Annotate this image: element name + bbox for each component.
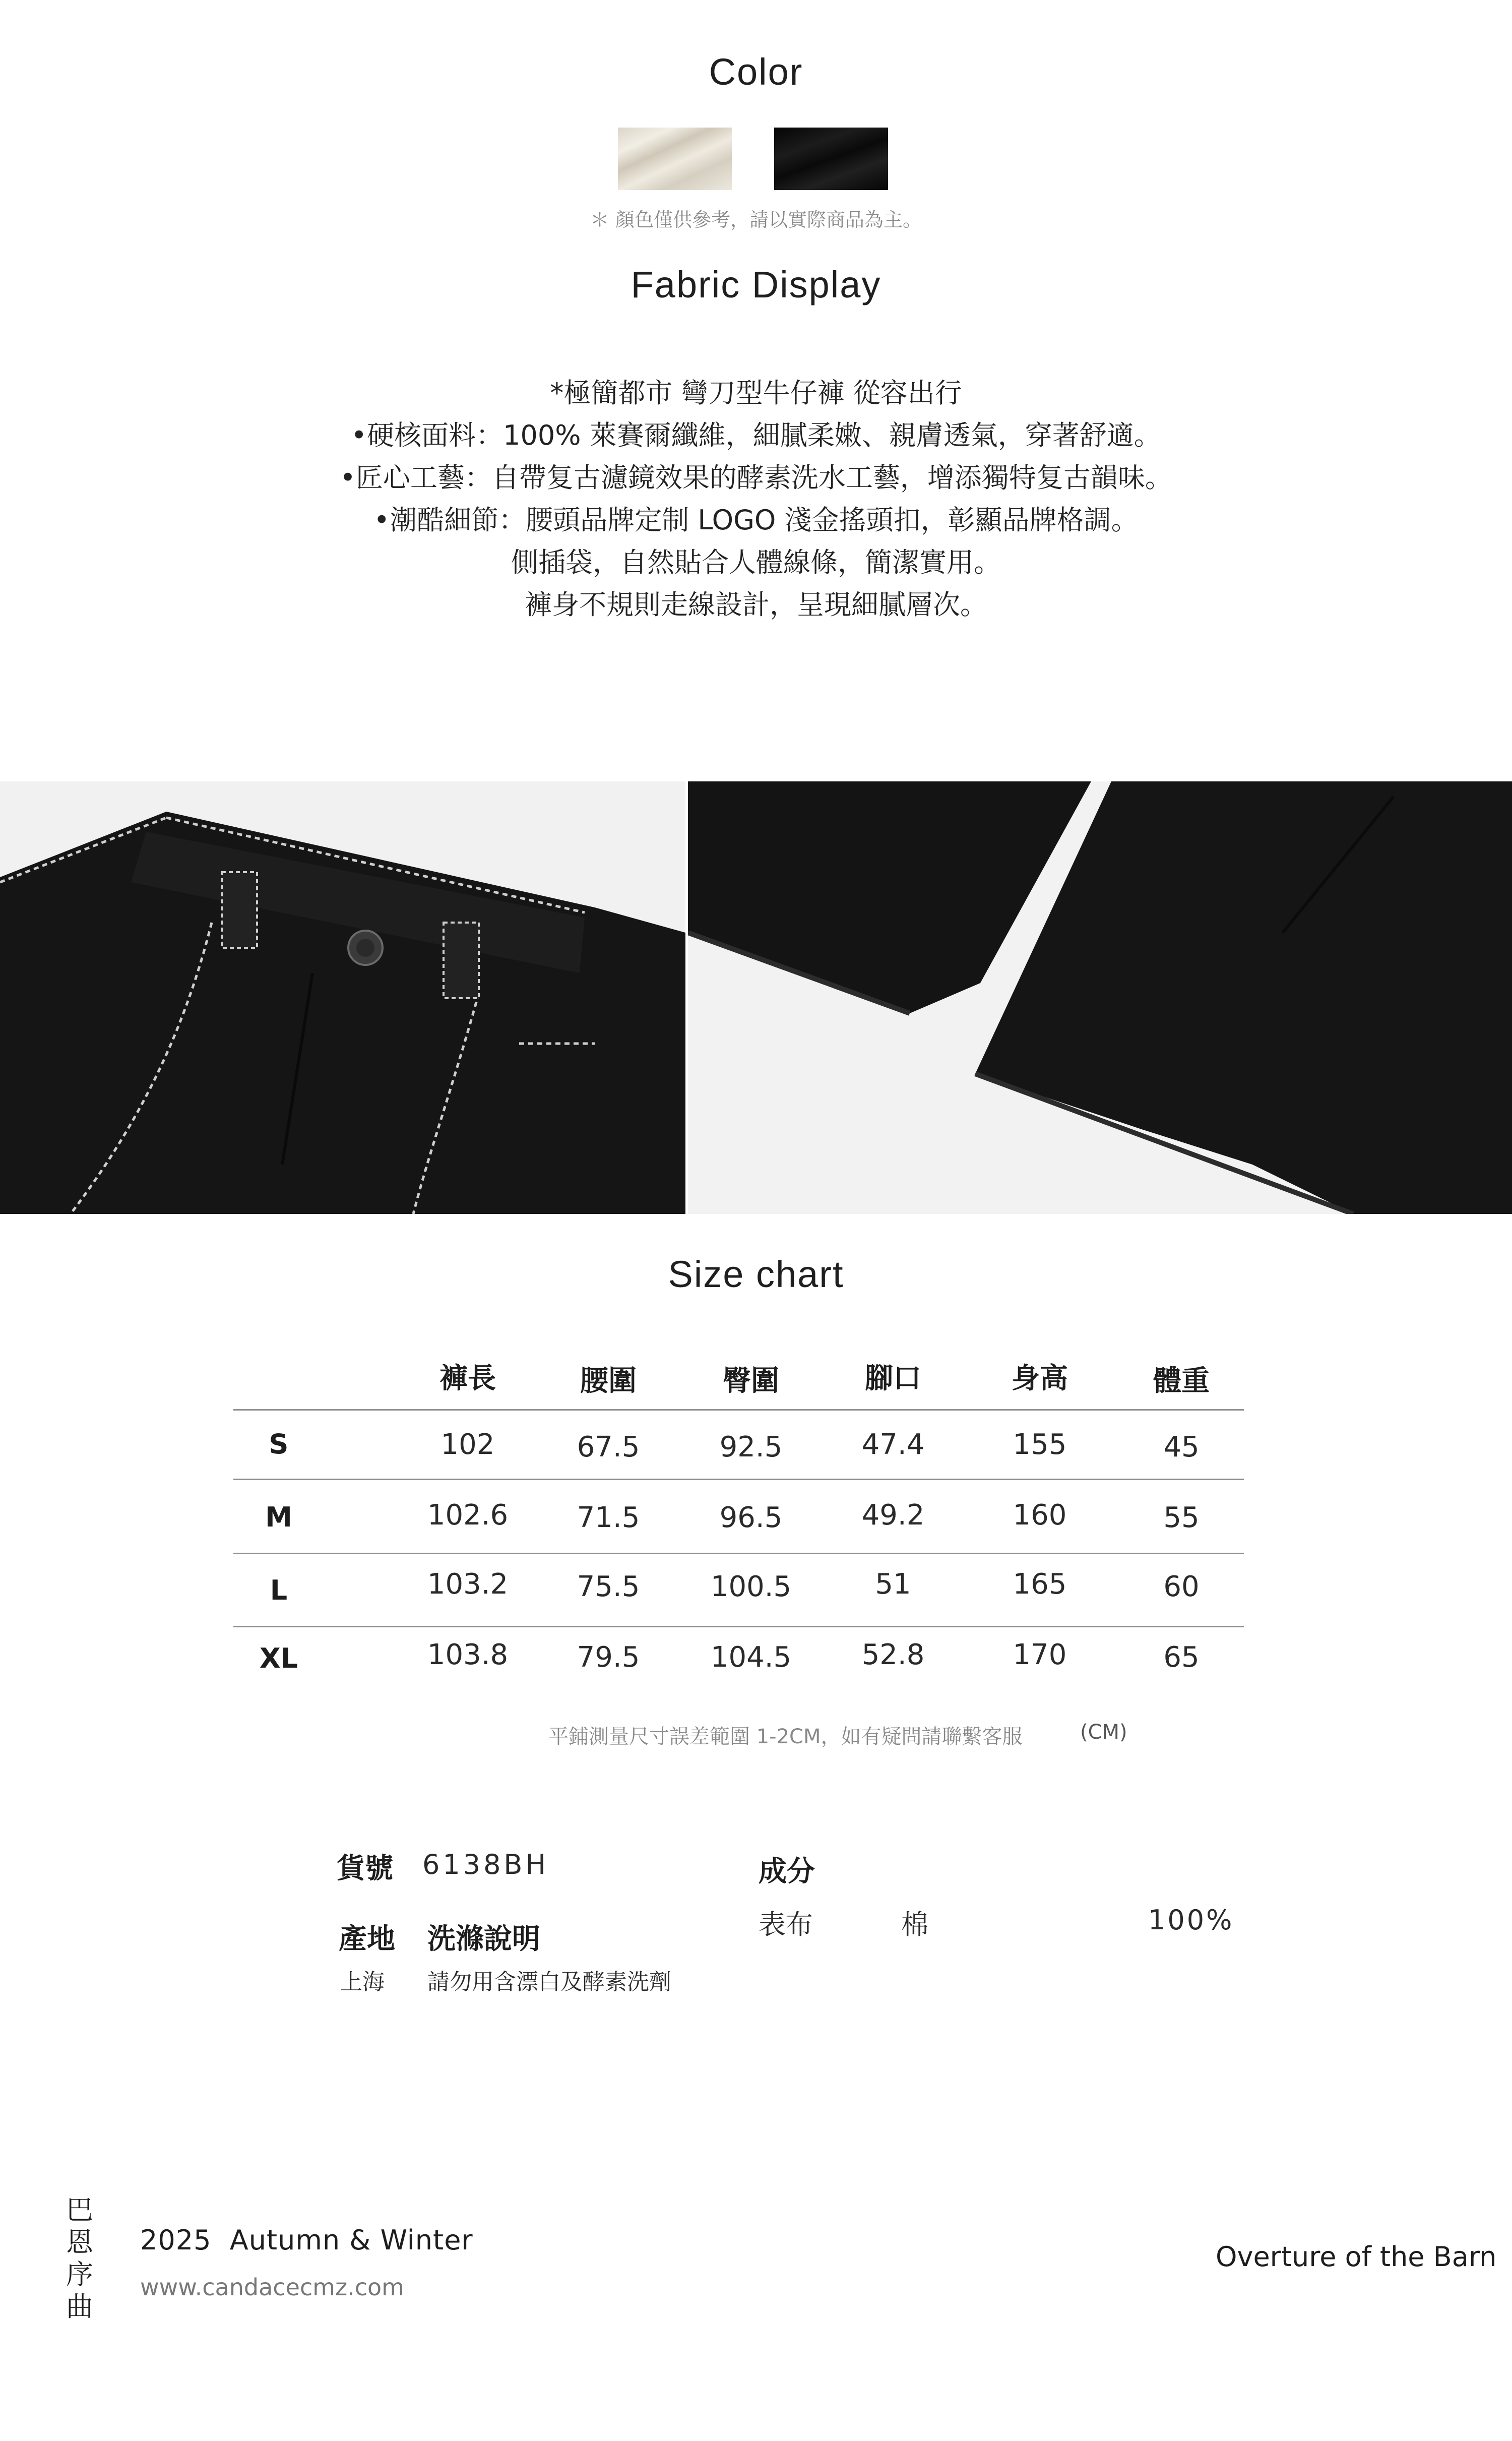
- table-divider: [233, 1479, 1244, 1480]
- brand-tagline: Overture of the Barn: [1216, 2241, 1497, 2273]
- header-hip: 臀圍: [723, 1365, 779, 1397]
- origin-label: 產地: [339, 1923, 395, 1956]
- website-link[interactable]: www.candacecmz.com: [140, 2274, 404, 2301]
- header-hem: 腳口: [865, 1362, 921, 1395]
- fabric-percent: 100%: [1148, 1904, 1234, 1936]
- size-label: M: [265, 1501, 292, 1533]
- brand-char: 巴: [66, 2194, 93, 2226]
- color-note: ＊ 顏色僅供參考，請以實際商品為主。: [590, 209, 922, 231]
- swatch-cream[interactable]: [618, 128, 732, 190]
- composition-label: 成分: [759, 1855, 815, 1888]
- table-cell: 52.8: [861, 1638, 925, 1671]
- table-cell: 103.2: [427, 1568, 509, 1601]
- measurement-note: 平鋪測量尺寸誤差範圍 1-2CM，如有疑問請聯繫客服: [548, 1725, 1023, 1748]
- table-cell: 60: [1163, 1570, 1200, 1603]
- brand-char: 恩: [66, 2226, 93, 2258]
- brand-char: 曲: [66, 2291, 93, 2323]
- table-cell: 75.5: [577, 1570, 640, 1603]
- item-no-label: 貨號: [337, 1852, 393, 1885]
- photo-waistband-detail: [0, 781, 685, 1214]
- care-value: 請勿用含漂白及酵素洗劑: [427, 1969, 671, 1995]
- photo-hem-detail: [688, 781, 1512, 1214]
- table-cell: 47.4: [861, 1428, 925, 1461]
- fabric-line: •潮酷細節：腰頭品牌定制 LOGO 淺金搖頭扣，彰顯品牌格調。: [373, 504, 1139, 536]
- fabric-label: 表布: [759, 1909, 813, 1940]
- size-chart-title: Size chart: [668, 1253, 844, 1295]
- fabric-description: [0, 372, 1512, 626]
- size-label: XL: [259, 1642, 298, 1674]
- season-label: 2025 Autumn & Winter: [140, 2224, 473, 2256]
- table-divider: [233, 1553, 1244, 1554]
- fabric-line: 褲身不規則走線設計，呈現細膩層次。: [525, 589, 987, 621]
- fabric-line: •匠心工藝：自帶复古濾鏡效果的酵素洗水工藝，增添獨特复古韻味。: [340, 462, 1172, 494]
- header-height: 身高: [1012, 1362, 1068, 1395]
- table-cell: 51: [875, 1568, 911, 1601]
- table-divider: [233, 1626, 1244, 1627]
- size-label: S: [269, 1428, 289, 1460]
- table-cell: 155: [1013, 1428, 1067, 1461]
- fabric-line: *極簡都市 彎刀型牛仔褲 從容出行: [550, 377, 962, 409]
- table-cell: 102.6: [427, 1499, 509, 1532]
- color-title: Color: [709, 51, 803, 93]
- table-cell: 160: [1013, 1499, 1067, 1532]
- table-cell: 102: [440, 1428, 495, 1461]
- swatch-black[interactable]: [774, 128, 888, 190]
- unit-label: (CM): [1080, 1721, 1127, 1744]
- care-label: 洗滌說明: [427, 1923, 540, 1956]
- table-cell: 170: [1013, 1638, 1067, 1671]
- item-no-value: 6138BH: [422, 1849, 549, 1880]
- origin-value: 上海: [340, 1969, 385, 1995]
- table-cell: 104.5: [710, 1641, 792, 1674]
- table-divider: [233, 1409, 1244, 1411]
- header-waist: 腰圍: [580, 1365, 637, 1397]
- table-cell: 96.5: [719, 1501, 783, 1534]
- table-cell: 65: [1163, 1641, 1200, 1674]
- table-cell: 103.8: [427, 1638, 509, 1671]
- table-cell: 100.5: [710, 1570, 792, 1603]
- header-weight: 體重: [1153, 1365, 1210, 1397]
- fabric-line: 側插袋，自然貼合人體線條，簡潔實用。: [511, 546, 1001, 578]
- table-cell: 55: [1163, 1501, 1200, 1534]
- table-cell: 79.5: [577, 1641, 640, 1674]
- header-pants-length: 褲長: [439, 1362, 496, 1395]
- table-cell: 71.5: [577, 1501, 640, 1534]
- size-label: L: [270, 1574, 288, 1606]
- table-cell: 49.2: [861, 1499, 925, 1532]
- table-cell: 45: [1163, 1431, 1200, 1463]
- fabric-material: 棉: [901, 1909, 928, 1940]
- fabric-title: Fabric Display: [631, 264, 881, 306]
- table-cell: 165: [1013, 1568, 1067, 1601]
- table-cell: 92.5: [719, 1431, 783, 1463]
- fabric-line: •硬核面料：100% 萊賽爾纖維，細膩柔嫩、親膚透氣，穿著舒適。: [351, 419, 1161, 451]
- brand-char: 序: [66, 2259, 93, 2290]
- brand-vertical: [65, 2194, 95, 2323]
- table-cell: 67.5: [577, 1431, 640, 1463]
